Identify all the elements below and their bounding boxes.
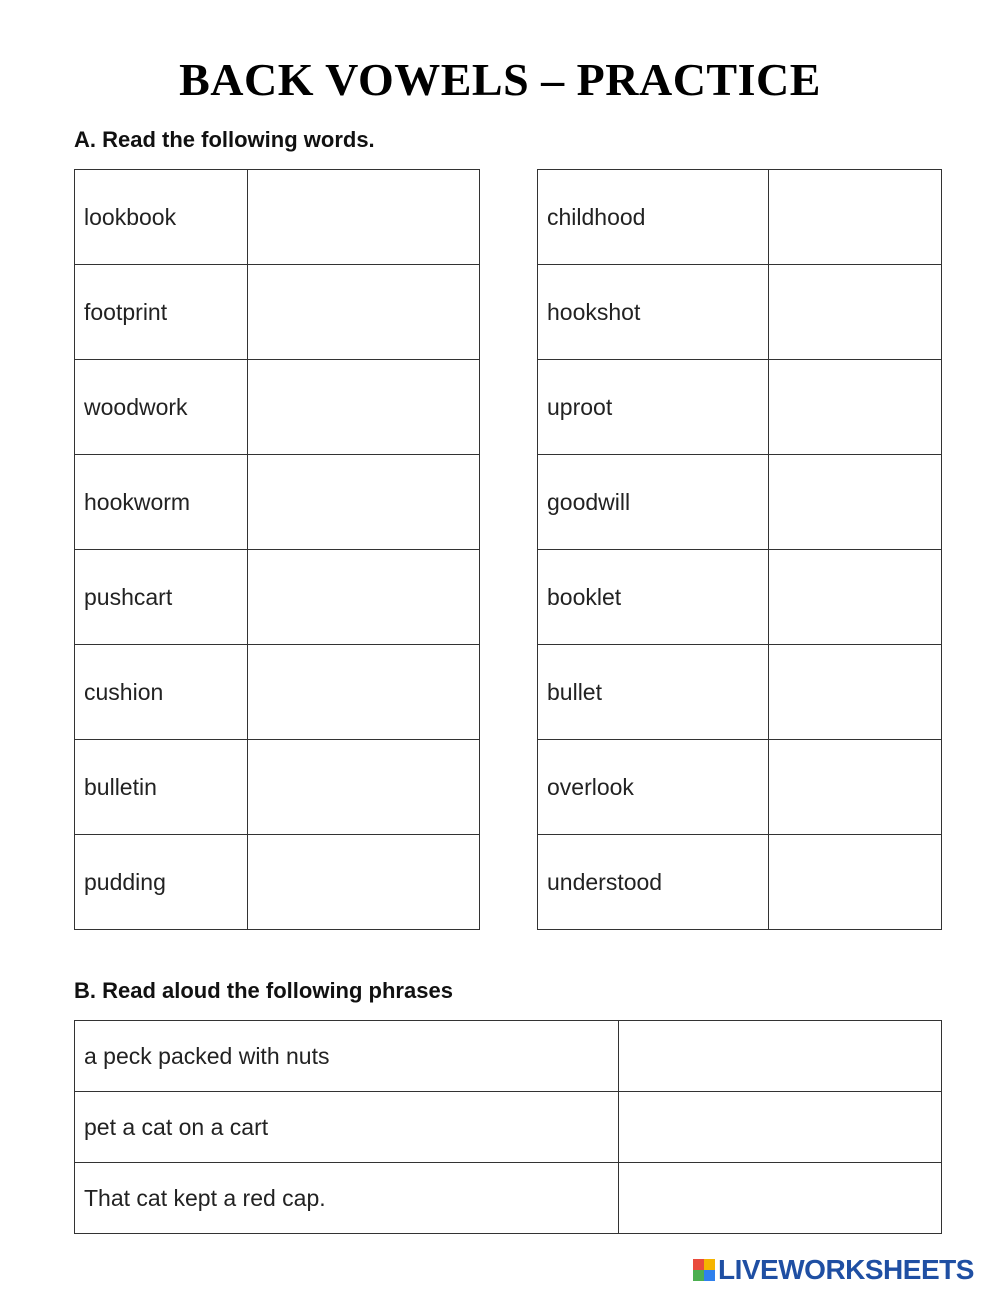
- phrase-row: [75, 1163, 942, 1234]
- word-row: [75, 360, 480, 455]
- answer-cell[interactable]: [248, 360, 480, 455]
- answer-cell[interactable]: [769, 550, 942, 645]
- word-cell: lookbook: [75, 170, 248, 265]
- word-row: [538, 265, 942, 360]
- word-row: [75, 455, 480, 550]
- answer-cell[interactable]: [769, 265, 942, 360]
- word-row: [538, 550, 942, 645]
- word-row: [75, 835, 480, 930]
- phrases-table: [74, 1020, 942, 1234]
- word-cell: hookworm: [75, 455, 248, 550]
- word-cell: pushcart: [75, 550, 248, 645]
- word-cell: booklet: [538, 550, 769, 645]
- section-b-heading: B. Read aloud the following phrases: [74, 978, 453, 1003]
- word-row: [75, 740, 480, 835]
- page-title: BACK VOWELS – PRACTICE: [179, 54, 821, 105]
- word-cell: pudding: [75, 835, 248, 930]
- word-cell: woodwork: [75, 360, 248, 455]
- word-cell: footprint: [75, 265, 248, 360]
- word-cell: cushion: [75, 645, 248, 740]
- answer-cell[interactable]: [769, 360, 942, 455]
- phrase-cell: That cat kept a red cap.: [75, 1163, 619, 1234]
- word-cell: goodwill: [538, 455, 769, 550]
- phrase-row: [75, 1092, 942, 1163]
- words-table-left: [74, 169, 480, 930]
- word-cell: bullet: [538, 645, 769, 740]
- answer-cell[interactable]: [619, 1092, 942, 1163]
- brand-name: LIVEWORKSHEETS: [718, 1254, 974, 1285]
- word-cell: childhood: [538, 170, 769, 265]
- brand-logo[interactable]: [693, 1253, 974, 1287]
- answer-cell[interactable]: [248, 835, 480, 930]
- word-row: [538, 360, 942, 455]
- word-row: [75, 265, 480, 360]
- answer-cell[interactable]: [769, 835, 942, 930]
- answer-cell[interactable]: [769, 645, 942, 740]
- answer-cell[interactable]: [619, 1021, 942, 1092]
- answer-cell[interactable]: [248, 550, 480, 645]
- phrase-row: [75, 1021, 942, 1092]
- word-cell: uproot: [538, 360, 769, 455]
- answer-cell[interactable]: [619, 1163, 942, 1234]
- answer-cell[interactable]: [248, 265, 480, 360]
- answer-cell[interactable]: [769, 455, 942, 550]
- answer-cell[interactable]: [248, 740, 480, 835]
- word-row: [538, 170, 942, 265]
- word-row: [75, 645, 480, 740]
- answer-cell[interactable]: [769, 740, 942, 835]
- word-row: [538, 835, 942, 930]
- word-row: [538, 455, 942, 550]
- section-a-heading: A. Read the following words.: [74, 127, 375, 152]
- phrase-cell: a peck packed with nuts: [75, 1021, 619, 1092]
- words-table-right: [537, 169, 942, 930]
- answer-cell[interactable]: [248, 455, 480, 550]
- word-row: [538, 740, 942, 835]
- liveworksheets-logo-icon: [693, 1259, 715, 1281]
- word-cell: understood: [538, 835, 769, 930]
- word-row: [75, 170, 480, 265]
- word-cell: overlook: [538, 740, 769, 835]
- answer-cell[interactable]: [248, 170, 480, 265]
- word-cell: hookshot: [538, 265, 769, 360]
- word-row: [75, 550, 480, 645]
- answer-cell[interactable]: [769, 170, 942, 265]
- phrase-cell: pet a cat on a cart: [75, 1092, 619, 1163]
- answer-cell[interactable]: [248, 645, 480, 740]
- word-cell: bulletin: [75, 740, 248, 835]
- word-row: [538, 645, 942, 740]
